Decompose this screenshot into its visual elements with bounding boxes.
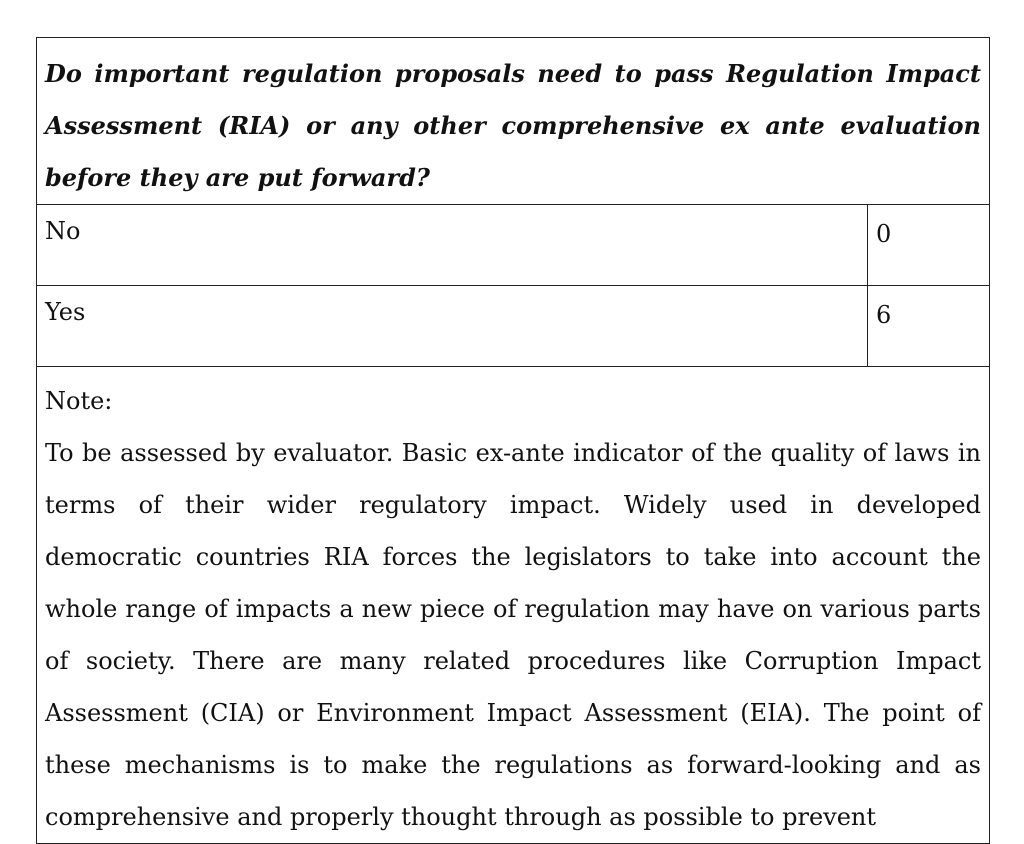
answer-value-no <box>868 205 990 286</box>
answer-value-yes <box>868 286 990 367</box>
note-cell <box>37 367 990 844</box>
answer-label-no <box>37 205 868 286</box>
note-body: To be assessed by evaluator. Basic ex-ante indicator of the quality of laws in terms of their wider regulatory impact. Widely used in developed democratic countries RIA forces the legislators to take into account the whole range of impacts a new piece of regulation may have on various parts of society. There are many related procedures like Corruption Impact Assessment (CIA) or Environment Impact Assessment (EIA). The point of these mechanisms is to make the regulations as forward-looking and as comprehensive and properly thought through as possible to prevent <box>45 439 981 831</box>
answer-label-no-text: No <box>45 217 81 245</box>
answer-row-yes <box>37 286 990 367</box>
answer-value-yes-text: 6 <box>876 301 892 329</box>
assessment-table <box>36 37 990 844</box>
note-label: Note: <box>45 387 113 415</box>
answer-label-yes <box>37 286 868 367</box>
question-row <box>37 38 990 205</box>
answer-value-no-text: 0 <box>876 220 892 248</box>
note-row <box>37 367 990 844</box>
answer-label-yes-text: Yes <box>45 298 86 326</box>
question-text: Do important regulation proposals need to pass Regulation Impact Assessment (RIA) or any other comprehensive ex ante evaluation before they are put forward? <box>37 38 990 205</box>
answer-row-no <box>37 205 990 286</box>
